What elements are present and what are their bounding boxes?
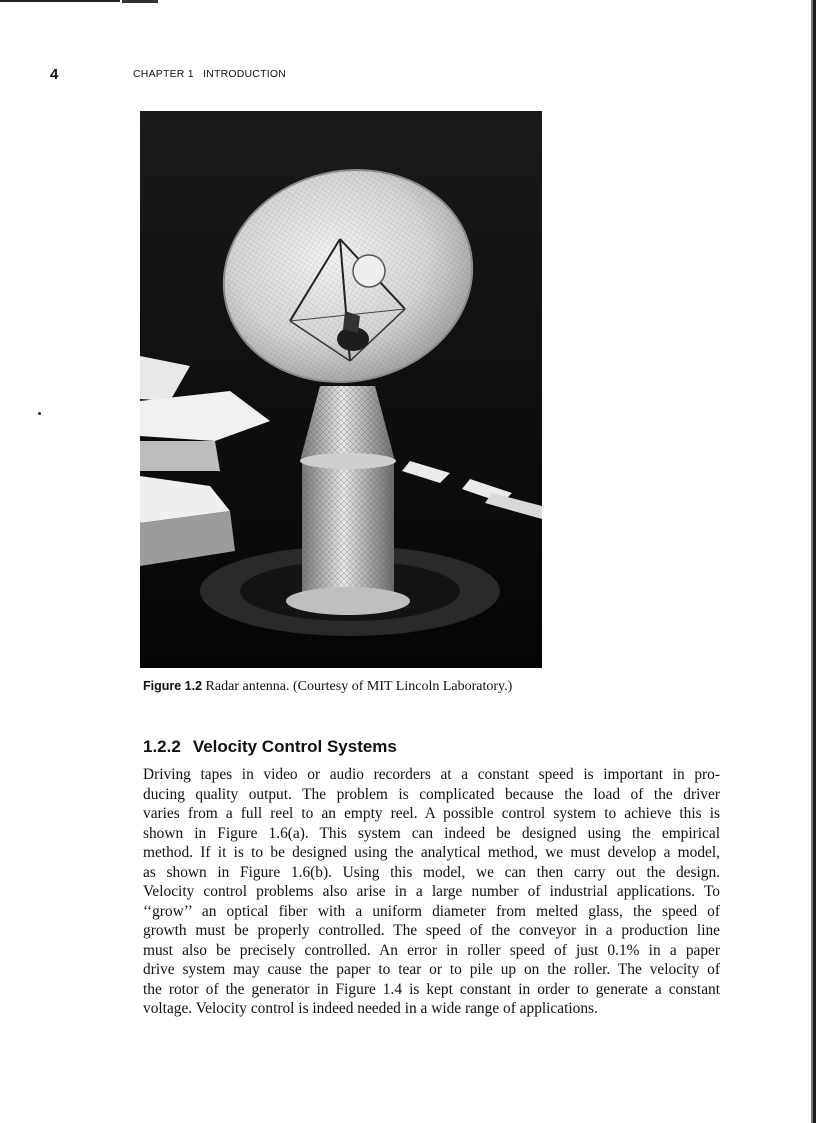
body-line: ‘‘grow’’ an optical fiber with a uniform diameter from melted glass, the speed of bbox=[143, 902, 720, 920]
section-title: Velocity Control Systems bbox=[192, 737, 397, 756]
body-line: Velocity control problems also arise in a large number of industrial applications. To bbox=[143, 883, 720, 900]
section-heading bbox=[143, 737, 397, 757]
body-line: shown in Figure 1.6(a). This system can indeed be designed using the empirical bbox=[143, 824, 720, 842]
body-line: Driving tapes in video or audio recorders at a constant speed is important in pro- bbox=[143, 766, 720, 783]
figure-caption bbox=[143, 679, 512, 695]
section-number: 1.2.2 bbox=[143, 737, 181, 756]
figure-caption-text: Radar antenna. (Courtesy of MIT Lincoln Laboratory.) bbox=[205, 679, 513, 694]
body-line: growth must be properly controlled. The speed of the conveyor in a production line bbox=[143, 922, 720, 939]
body-line: varies from a full reel to an empty reel. A possible control system to achieve this is bbox=[143, 805, 720, 822]
scan-edge-top bbox=[0, 0, 120, 2]
tower-foundation bbox=[286, 587, 410, 615]
feed-sphere bbox=[353, 255, 385, 287]
radar-antenna-illustration bbox=[140, 111, 542, 668]
figure-photo-radar-antenna bbox=[140, 111, 542, 668]
page-number: 4 bbox=[50, 66, 59, 83]
scan-edge-top-mark bbox=[122, 0, 158, 3]
body-line: voltage. Velocity control is indeed needed in a wide range of applications. bbox=[143, 1000, 598, 1017]
running-head: CHAPTER 1 INTRODUCTION bbox=[133, 68, 286, 80]
body-line: ducing quality output. The problem is complicated because the load of the driver bbox=[143, 785, 720, 803]
body-line: must also be precisely controlled. An error in roller speed of just 0.1% in a paper bbox=[143, 941, 720, 959]
building-wall bbox=[140, 441, 220, 471]
figure-caption-label: Figure 1.2 bbox=[143, 679, 203, 693]
body-line: the rotor of the generator in Figure 1.4 is kept constant in order to generate a constant bbox=[143, 980, 720, 998]
body-paragraph bbox=[143, 765, 720, 1019]
scan-speck bbox=[38, 412, 41, 415]
body-line: as shown in Figure 1.6(b). Using this model, we can then carry out the design. bbox=[143, 863, 720, 881]
body-line: drive system may cause the paper to tear or to pile up on the roller. The velocity of bbox=[143, 961, 720, 978]
body-line: method. If it is to be designed using the analytical method, we must develop a model, bbox=[143, 844, 720, 861]
